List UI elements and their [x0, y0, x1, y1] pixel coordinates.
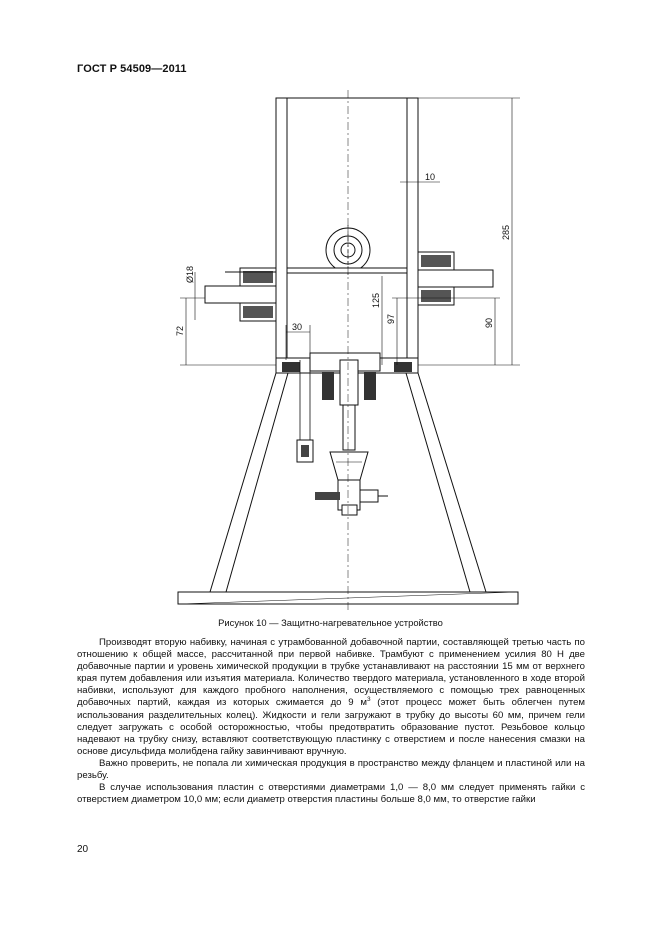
- paragraph-3: В случае использования пластин с отверстиями диаметрами 1,0 — 8,0 мм следует применять гайки с отверстием диаметром 10,0 мм; если диаметр отверстия пластины больше 8,0 мм, то отверстие гайки: [77, 782, 585, 806]
- dim-wall-thickness: 10: [425, 172, 436, 182]
- burner-body: [340, 360, 358, 405]
- dim-30: 30: [292, 322, 303, 332]
- document-header: ГОСТ Р 54509—2011: [77, 63, 187, 75]
- stand-left-leg: [210, 373, 288, 592]
- tube-right-wall: [407, 98, 418, 373]
- dim-90: 90: [484, 317, 494, 328]
- dim-72: 72: [175, 325, 185, 336]
- burner-nozzle: [330, 452, 368, 480]
- dim-stub-diameter: Ø18: [185, 265, 195, 283]
- device-drawing: [160, 90, 530, 610]
- tube-left-wall: [276, 98, 287, 373]
- dim-125: 125: [371, 292, 381, 308]
- page-number: 20: [77, 844, 89, 855]
- paragraph-1: Производят вторую набивку, начиная с утрамбованной добавочной партии, составляющей третью часть по отношению к общей массе, рассчитанной при первой набивке. Трамбуют с применением усилия 80 Н две добавочные партии и уровень химической продукции в трубке устанавливают на расстоянии 15 мм от верхнего края путем добавления или изъятия материала. Количество твердого материала, установленного в ходе второй набивки, используют для каждого пробного наполнения, осуществляемого с помощью трех равноценных добавочных партий, каждая из которых сжимается до 9 $м^3$ (этот процесс может быть облегчен путем использования разделительных колец). Жидкости и гели загружают в трубку до высоты 60 мм, причем гели следует загружать с особой осторожностью, чтобы предотвратить образование пустот. Резьбовое кольцо надевают на трубку снизу, вставляют соответствующую пластинку с отверстием и после нанесения смазки на основе дисульфида молибдена гайку завинчивают вручную.: [77, 637, 585, 757]
- paragraph-2: Важно проверить, не попала ли химическая продукция в пространство между фланцем и пластиной или на резьбу.: [77, 757, 585, 782]
- stand-right-leg: [406, 373, 486, 592]
- dim-97: 97: [386, 313, 396, 324]
- figure-caption: Рисунок 10 — Защитно-нагревательное устройство: [218, 617, 443, 628]
- right-tube-stub: [418, 270, 493, 287]
- dim-tube-height: 285: [501, 224, 511, 240]
- left-tube-stub: [205, 286, 276, 303]
- body-text: [77, 637, 585, 806]
- figure-protective-heating-device: [160, 90, 530, 610]
